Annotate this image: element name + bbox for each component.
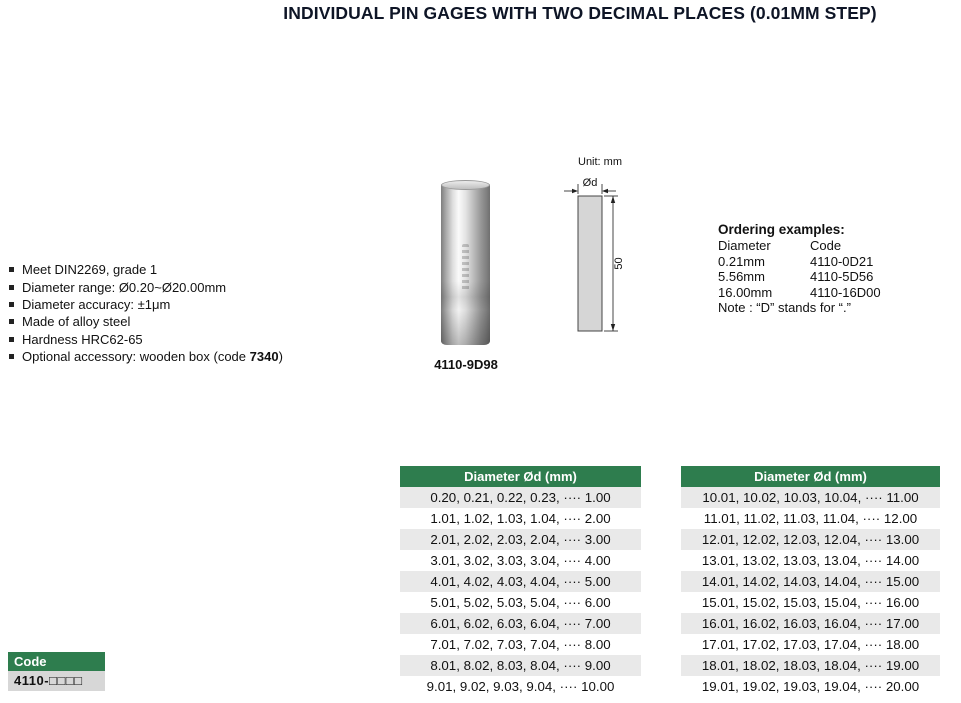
table-row: 10.01, 10.02, 10.03, 10.04, ···· 11.00 — [681, 487, 940, 508]
code-block-value: 4110-□□□□ — [8, 671, 105, 691]
ordering-note: Note : “D” stands for “.” — [718, 300, 851, 316]
diameter-dim-label: Ød — [582, 177, 598, 189]
bullet-square-icon — [9, 337, 14, 342]
table-header: Diameter Ød (mm) — [400, 466, 641, 487]
bullet-square-icon — [9, 319, 14, 324]
table-row: 6.01, 6.02, 6.03, 6.04, ···· 7.00 — [400, 613, 641, 634]
table-row: 8.01, 8.02, 8.03, 8.04, ···· 9.00 — [400, 655, 641, 676]
table-row: 15.01, 15.02, 15.03, 15.04, ···· 16.00 — [681, 592, 940, 613]
ordering-title: Ordering examples: — [718, 222, 845, 237]
ordering-diameter: 5.56mm — [718, 269, 765, 285]
table-row: 14.01, 14.02, 14.03, 14.04, ···· 15.00 — [681, 571, 940, 592]
feature-item — [9, 296, 283, 313]
ordering-diameter: 0.21mm — [718, 253, 765, 269]
table-row: 3.01, 3.02, 3.03, 3.04, ···· 4.00 — [400, 550, 641, 571]
pin-top-face — [441, 180, 490, 190]
bullet-square-icon — [9, 354, 14, 359]
bullet-square-icon — [9, 302, 14, 307]
ordering-code: 4110-0D21 — [810, 253, 874, 269]
feature-text: Diameter accuracy: ±1μm — [22, 296, 171, 312]
pin-gage-photo — [441, 180, 490, 345]
feature-list — [9, 261, 283, 365]
feature-text: Made of alloy steel — [22, 314, 131, 330]
table-row: 12.01, 12.02, 12.03, 12.04, ···· 13.00 — [681, 529, 940, 550]
table-row: 9.01, 9.02, 9.03, 9.04, ···· 10.00 — [400, 676, 641, 697]
diameter-table-1 — [400, 466, 641, 697]
feature-item — [9, 331, 283, 348]
ordering-diameter: 16.00mm — [718, 284, 773, 300]
pin-outline-rect — [578, 196, 602, 331]
table-row: 13.01, 13.02, 13.03, 13.04, ···· 14.00 — [681, 550, 940, 571]
table-row: 2.01, 2.02, 2.03, 2.04, ···· 3.00 — [400, 529, 641, 550]
feature-text: Meet DIN2269, grade 1 — [22, 262, 158, 278]
feature-text: Diameter range: Ø0.20~Ø20.00mm — [22, 279, 227, 295]
unit-label: Unit: mm — [578, 156, 622, 168]
ordering-code: 4110-5D56 — [810, 269, 874, 285]
code-block — [8, 652, 105, 691]
table-row: 11.01, 11.02, 11.03, 11.04, ···· 12.00 — [681, 508, 940, 529]
table-row: 16.01, 16.02, 16.03, 16.04, ···· 17.00 — [681, 613, 940, 634]
feature-optional-code: 7340 — [249, 349, 279, 365]
page-title: INDIVIDUAL PIN GAGES WITH TWO DECIMAL PLACES (0.01MM STEP) — [283, 3, 877, 23]
table-row: 18.01, 18.02, 18.03, 18.04, ···· 19.00 — [681, 655, 940, 676]
ordering-col-diameter: Diameter — [718, 238, 771, 253]
feature-optional-prefix: Optional accessory: wooden box (code — [22, 349, 250, 365]
table-row: 17.01, 17.02, 17.03, 17.04, ···· 18.00 — [681, 634, 940, 655]
feature-item — [9, 261, 283, 278]
table-header: Diameter Ød (mm) — [681, 466, 940, 487]
product-code-label: 4110-9D98 — [434, 357, 498, 372]
table-row: 7.01, 7.02, 7.03, 7.04, ···· 8.00 — [400, 634, 641, 655]
technical-drawing — [563, 156, 655, 344]
feature-text — [22, 349, 283, 364]
feature-item — [9, 348, 283, 365]
length-dim-label: 50 — [613, 257, 625, 270]
ordering-code: 4110-16D00 — [810, 284, 881, 300]
bullet-square-icon — [9, 267, 14, 272]
table-row: 1.01, 1.02, 1.03, 1.04, ···· 2.00 — [400, 508, 641, 529]
pin-engraving-mark — [462, 244, 469, 292]
bullet-square-icon — [9, 285, 14, 290]
table-row: 5.01, 5.02, 5.03, 5.04, ···· 6.00 — [400, 592, 641, 613]
ordering-table — [718, 238, 928, 300]
feature-item — [9, 278, 283, 295]
feature-item — [9, 313, 283, 330]
feature-optional-suffix: ) — [278, 349, 283, 365]
table-row: 4.01, 4.02, 4.03, 4.04, ···· 5.00 — [400, 571, 641, 592]
table-row: 0.20, 0.21, 0.22, 0.23, ···· 1.00 — [400, 487, 641, 508]
dimension-drawing-svg — [563, 170, 655, 342]
table-row: 19.01, 19.02, 19.03, 19.04, ···· 20.00 — [681, 676, 940, 697]
code-block-header: Code — [8, 652, 105, 671]
feature-text: Hardness HRC62-65 — [22, 331, 143, 347]
ordering-examples — [718, 222, 928, 316]
diameter-table-2 — [681, 466, 940, 697]
ordering-col-code: Code — [810, 238, 842, 253]
